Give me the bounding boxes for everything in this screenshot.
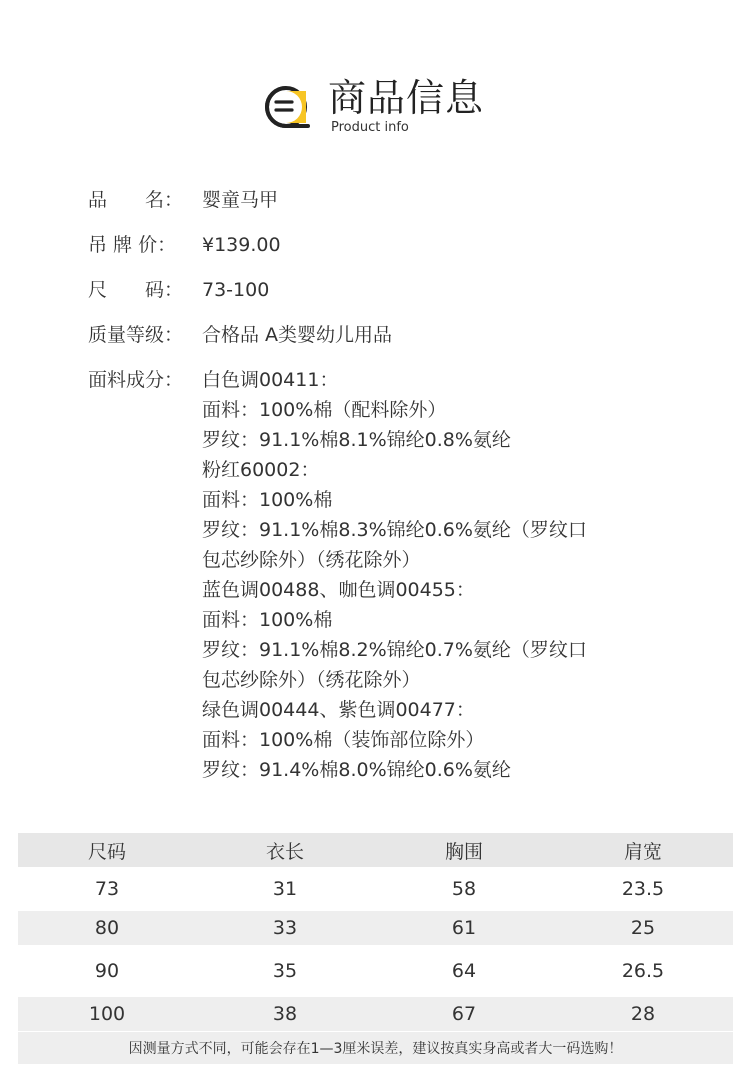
composition-line: 面料：100%棉（装饰部位除外）	[202, 729, 485, 751]
info-label-size: 尺 码：	[88, 279, 184, 301]
product-info-header	[0, 70, 750, 150]
info-value-size: 73-100	[202, 279, 270, 301]
info-value-grade: 合格品 A类婴幼儿用品	[202, 324, 393, 346]
table-cell: 38	[272, 1003, 298, 1025]
table-header-cell: 衣长	[265, 840, 304, 863]
table-cell: 58	[451, 878, 477, 900]
size-table	[18, 833, 733, 1057]
info-row-grade	[88, 320, 728, 365]
table-header-cell: 胸围	[444, 840, 483, 863]
table-cell: 90	[94, 960, 120, 982]
composition-line: 粉红60002：	[202, 459, 320, 481]
composition-line: 罗纹：91.1%棉8.3%锦纶0.6%氨纶（罗纹口	[202, 519, 587, 541]
composition-line: 包芯纱除外）（绣花除外）	[202, 669, 421, 691]
composition-line: 白色调00411：	[202, 369, 339, 391]
composition-line: 面料：100%棉	[202, 489, 333, 511]
composition-line: 蓝色调00488、咖色调00455：	[202, 579, 475, 601]
composition-line: 绿色调00444、紫色调00477：	[202, 699, 475, 721]
info-value-name: 婴童马甲	[202, 189, 279, 211]
info-label-price: 吊 牌 价：	[88, 234, 177, 256]
info-row-size	[88, 275, 728, 320]
table-header-cell: 尺码	[87, 840, 126, 863]
composition-line: 罗纹：91.4%棉8.0%锦纶0.6%氨纶	[202, 759, 511, 781]
table-row	[18, 997, 733, 1031]
composition-line: 罗纹：91.1%棉8.2%锦纶0.7%氨纶（罗纹口	[202, 639, 587, 661]
table-cell: 61	[451, 917, 477, 939]
composition-line: 面料：100%棉（配料除外）	[202, 399, 447, 421]
table-row	[18, 945, 733, 997]
section-subtitle: Product info	[331, 120, 409, 135]
table-cell: 28	[630, 1003, 656, 1025]
info-row-composition	[88, 365, 728, 785]
info-row-name	[88, 185, 728, 230]
table-cell: 35	[272, 960, 298, 982]
document-list-icon	[262, 84, 312, 130]
product-info-list	[88, 185, 728, 785]
table-cell: 31	[272, 878, 298, 900]
composition-line: 面料：100%棉	[202, 609, 333, 631]
composition-line: 包芯纱除外）（绣花除外）	[202, 549, 421, 571]
table-row	[18, 867, 733, 911]
table-cell: 26.5	[621, 960, 665, 982]
info-value-price: ¥139.00	[202, 234, 281, 256]
table-cell: 64	[451, 960, 477, 982]
table-header-row	[18, 833, 733, 867]
composition-line: 罗纹：91.1%棉8.1%锦纶0.8%氨纶	[202, 429, 511, 451]
table-cell: 23.5	[621, 878, 665, 900]
info-label-name: 品 名：	[88, 189, 184, 211]
table-cell: 80	[94, 917, 120, 939]
table-cell: 33	[272, 917, 298, 939]
info-row-price	[88, 230, 728, 275]
composition-lines	[202, 365, 662, 785]
measurement-note: 因测量方式不同，可能会存在1—3厘米误差，建议按真实身高或者大一码选购！	[18, 1032, 733, 1064]
section-title: 商品信息	[328, 76, 485, 120]
table-cell: 73	[94, 878, 120, 900]
table-cell: 67	[451, 1003, 477, 1025]
info-label-composition: 面料成分：	[88, 369, 184, 391]
info-label-grade: 质量等级：	[88, 324, 184, 346]
table-cell: 25	[630, 917, 656, 939]
table-row	[18, 911, 733, 945]
table-cell: 100	[88, 1003, 126, 1025]
table-header-cell: 肩宽	[623, 840, 662, 863]
